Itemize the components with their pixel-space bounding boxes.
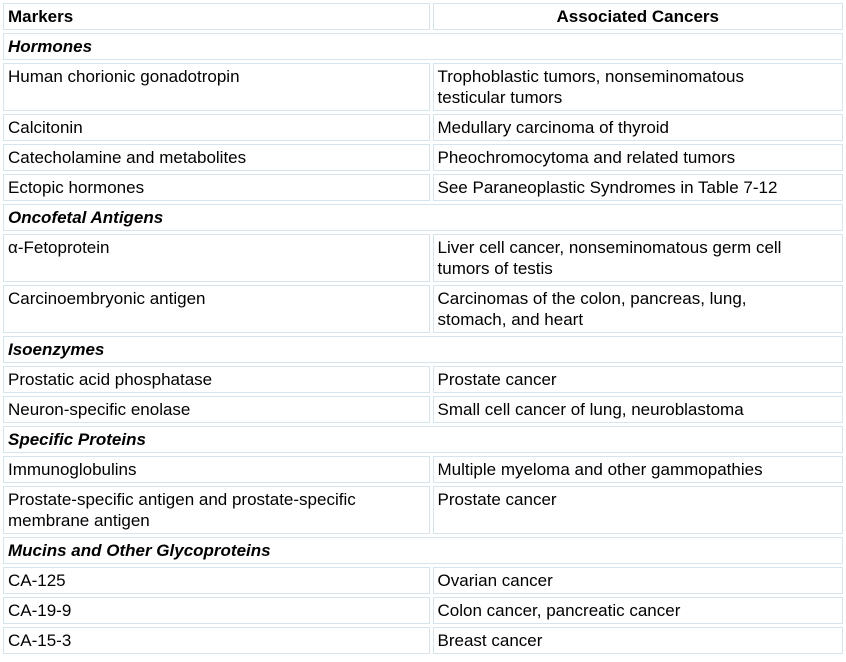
table-row (3, 567, 843, 594)
cancer-cell: Pheochromocytoma and related tumors (433, 144, 843, 171)
cancer-cell: Prostate cancer (433, 486, 843, 534)
table-row (3, 234, 843, 282)
section-row (3, 33, 843, 60)
table-row (3, 144, 843, 171)
marker-cell: Neuron-specific enolase (3, 396, 430, 423)
section-row (3, 336, 843, 363)
marker-cell: Human chorionic gonadotropin (3, 63, 430, 111)
marker-cell: Ectopic hormones (3, 174, 430, 201)
table-row (3, 174, 843, 201)
table-row (3, 366, 843, 393)
table-row (3, 114, 843, 141)
section-row (3, 537, 843, 564)
section-title-oncofetal-antigens: Oncofetal Antigens (3, 204, 843, 231)
header-associated-cancers: Associated Cancers (433, 3, 843, 30)
section-title-mucins-glycoproteins: Mucins and Other Glycoproteins (3, 537, 843, 564)
cancer-cell: Medullary carcinoma of thyroid (433, 114, 843, 141)
marker-cell: Carcinoembryonic antigen (3, 285, 430, 333)
table-row (3, 456, 843, 483)
table-row (3, 627, 843, 654)
marker-cell: α-Fetoprotein (3, 234, 430, 282)
cancer-cell: Multiple myeloma and other gammopathies (433, 456, 843, 483)
marker-cell: CA-15-3 (3, 627, 430, 654)
cancer-cell: See Paraneoplastic Syndromes in Table 7-12 (433, 174, 843, 201)
marker-cell: Prostate-specific antigen and prostate-specific membrane antigen (3, 486, 430, 534)
cancer-cell: Breast cancer (433, 627, 843, 654)
section-title-isoenzymes: Isoenzymes (3, 336, 843, 363)
section-row (3, 204, 843, 231)
section-title-hormones: Hormones (3, 33, 843, 60)
section-row (3, 426, 843, 453)
cancer-cell: Carcinomas of the colon, pancreas, lung, stomach, and heart (433, 285, 843, 333)
marker-cell: Calcitonin (3, 114, 430, 141)
cancer-cell: Prostate cancer (433, 366, 843, 393)
header-markers: Markers (3, 3, 430, 30)
header-row (3, 3, 843, 30)
cancer-cell: Small cell cancer of lung, neuroblastoma (433, 396, 843, 423)
marker-cell: Prostatic acid phosphatase (3, 366, 430, 393)
cancer-cell: Colon cancer, pancreatic cancer (433, 597, 843, 624)
table-row (3, 396, 843, 423)
cancer-cell: Ovarian cancer (433, 567, 843, 594)
section-title-specific-proteins: Specific Proteins (3, 426, 843, 453)
table-row (3, 597, 843, 624)
cancer-cell: Trophoblastic tumors, nonseminomatous testicular tumors (433, 63, 843, 111)
table-row (3, 486, 843, 534)
marker-cell: CA-19-9 (3, 597, 430, 624)
cancer-cell: Liver cell cancer, nonseminomatous germ cell tumors of testis (433, 234, 843, 282)
table-row (3, 63, 843, 111)
marker-cell: Catecholamine and metabolites (3, 144, 430, 171)
marker-cell: CA-125 (3, 567, 430, 594)
table-row (3, 285, 843, 333)
marker-cell: Immunoglobulins (3, 456, 430, 483)
